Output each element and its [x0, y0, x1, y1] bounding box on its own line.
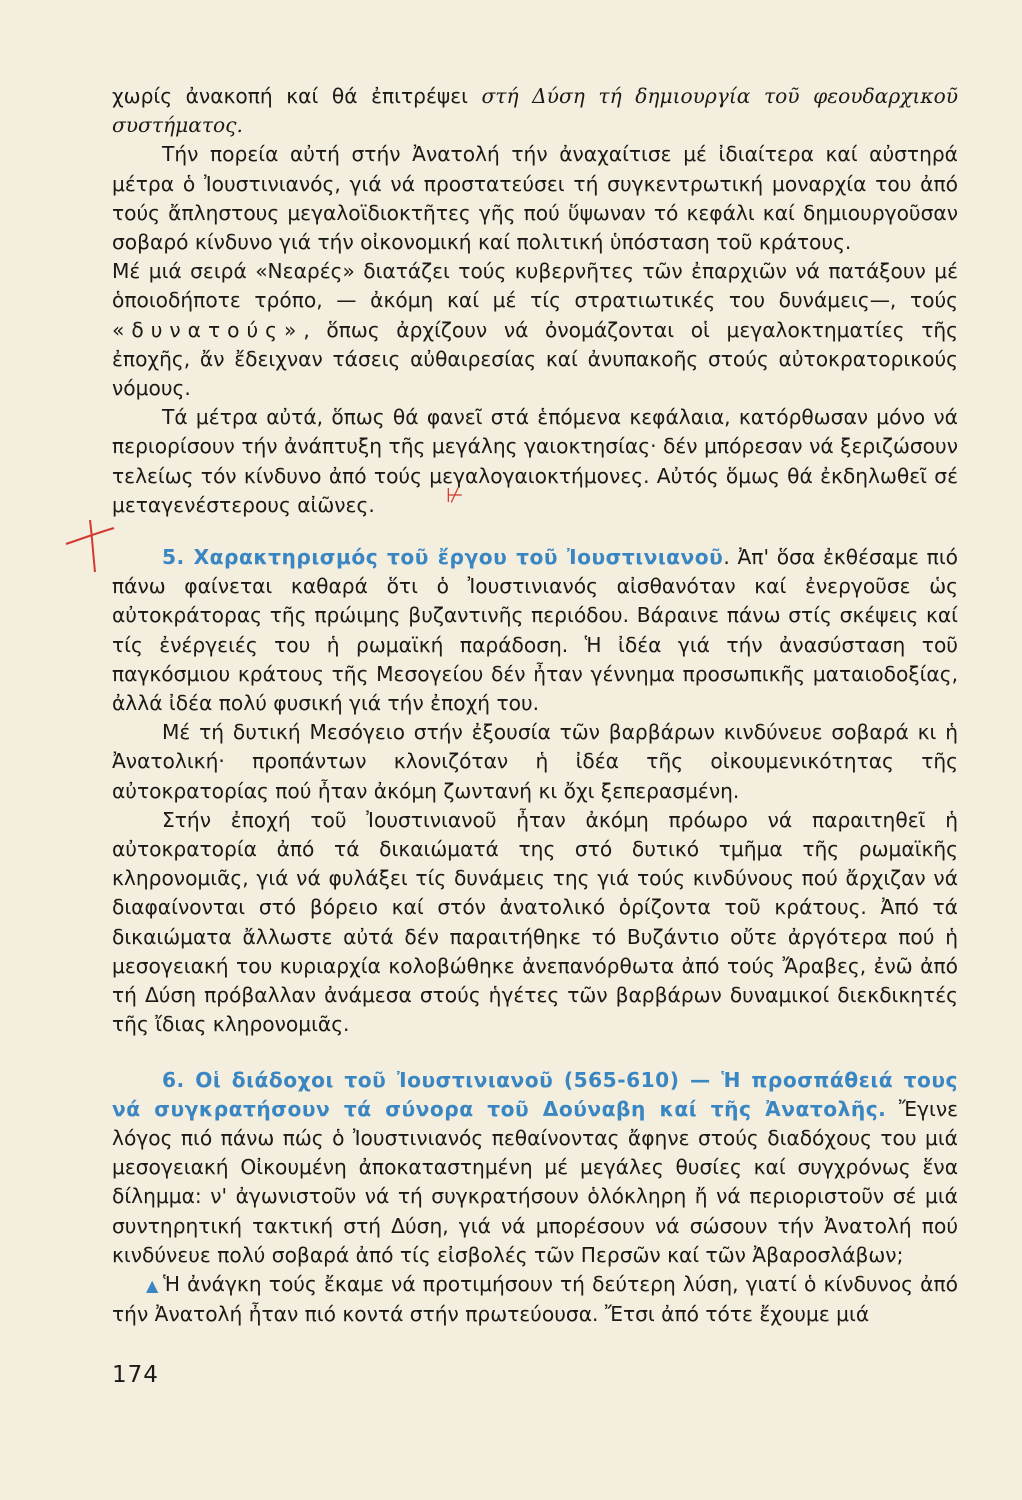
- paragraph-2: [112, 257, 958, 403]
- section-5-text: Ἀπ' ὅσα ἐκθέσαμε πιό πάνω φαίνεται καθαρά ὅτι ὁ Ἰουστινιανός αἰσθανόταν καί ἐνεργοῦσε ὡς αὐτοκράτορας τῆς πρώιμης βυζαντινῆς περιόδου. Βάραινε πάνω στίς σκέψεις καί τίς ἐνέργειές του ἡ ρωμαϊκή παράδοση. Ἡ ἰδέα γιά τήν ἀνασύσταση τοῦ παγκόσμιου κράτους τῆς Μεσογείου δέν ἦταν γέννημα προσωπικῆς ματαιοδοξίας, ἀλλά ἰδέα πολύ φυσική γιά τήν ἐποχή του.: [112, 545, 958, 716]
- section-5-paragraph-2: Μέ τή δυτική Μεσόγειο στήν ἐξουσία τῶν βαρβάρων κινδύνευε σοβαρά κι ἡ Ἀνατολική· προπάντων κλονιζόταν ἡ ἰδέα τῆς οἰκουμενικότητας τῆς αὐτοκρατορίας πού ἦταν ἀκόμη ζωντανή κι ὄχι ξεπερασμένη.: [112, 720, 958, 803]
- intro-italic: στή Δύση τή δημιουργία τοῦ φεουδαρχικοῦ συστήματος.: [112, 84, 958, 138]
- section-6-heading: 6. Οἱ διάδοχοι τοῦ Ἰουστινιανοῦ (565-610) — Ἡ προσπάθειά τους νά συγκρατήσουν τά σύνορα τοῦ Δούναβη καί τῆς Ἀνατολῆς.: [112, 1067, 958, 1121]
- paragraph-3: Τά μέτρα αὐτά, ὅπως θά φανεῖ στά ἑπόμενα κεφάλαια, κατόρθωσαν μόνο νά περιορίσουν τήν ἀνάπτυξη τῆς μεγάλης γαιοκτησίας· δέν μπόρεσαν νά ξεριζώσουν τελείως τόν κίνδυνο ἀπό τούς μεγαλογαιοκτήμονες. Αὐτός ὅμως θά ἐκδηλωθεῖ σέ μεταγενέστερους αἰῶνες.: [112, 405, 958, 517]
- section-5-heading: 5. Χαρακτηρισμός τοῦ ἔργου τοῦ Ἰουστινιανοῦ: [162, 545, 724, 570]
- paragraph-2-text-a: Μέ μιά σειρά «Νεαρές» διατάζει τούς κυβερνῆτες τῶν ἐπαρχιῶν νά πατάξουν μέ ὁποιοδήποτε τρόπο, — ἀκόμη καί μέ τίς στρατιωτικές του δυνάμεις—, τούς: [112, 259, 958, 313]
- cross-mark-icon: [62, 516, 122, 576]
- section-6: [112, 1066, 958, 1330]
- section-5-paragraph-3: Στήν ἐποχή τοῦ Ἰουστινιανοῦ ἦταν ἀκόμη πρόωρο νά παραιτηθεῖ ἡ αὐτοκρατορία ἀπό τά δικαιώματά της στό δυτικό τμῆμα τῆς ρωμαϊκῆς κληρονομιᾶς, γιά νά φυλάξει τίς δυνάμεις της γιά τούς κινδύνους πού ἄρχιζαν νά διαφαίνονται στό βόρειο καί στόν ἀνατολικό ὁρίζοντα τοῦ κράτους. Ἀπό τά δικαιώματα ἄλλωστε αὐτά δέν παραιτήθηκε τό Βυζάντιο οὔτε ἀργότερα πού ἡ μεσογειακή του κυριαρχία κολοβώθηκε ἀνεπανόρθωτα ἀπό τούς Ἄραβες, ἐνῶ ἀπό τή Δύση πρόβαλλαν ἀνάμεσα στούς ἡγέτες τῶν βαρβάρων δυναμικοί διεκδικητές τῆς ἴδιας κληρονομιᾶς.: [112, 807, 958, 1037]
- paragraph-2-spaced: «δυνατούς»: [112, 317, 304, 342]
- section-6-paragraph-2-text: Ἡ ἀνάγκη τούς ἔκαμε νά προτιμήσουν τή δεύτερη λύση, γιατί ὁ κίνδυνος ἀπό τήν Ἀνατολή ἦταν πιό κοντά στήν πρωτεύουσα. Ἔτσι ἀπό τότε ἔχουμε μιά: [112, 1271, 958, 1327]
- check-mark-icon: ⊬: [446, 483, 464, 507]
- triangle-marker-icon: ▲: [146, 1275, 160, 1295]
- page-number: 174: [112, 1362, 159, 1388]
- intro-text: χωρίς ἀνακοπή καί θά ἐπιτρέψει: [112, 84, 482, 108]
- section-6-paragraph-1: [112, 1066, 958, 1270]
- section-5: [112, 543, 958, 1039]
- section-5-paragraph-1: 5. Χαρακτηρισμός τοῦ ἔργου τοῦ Ἰουστινιανοῦ. Ἀπ' ὅσα ἐκθέσαμε πιό πάνω φαίνεται καθαρά ὅτι ὁ Ἰουστινιανός αἰσθανόταν καί ἐνεργοῦσε ὡς αὐτοκράτορας τῆς πρώιμης βυζαντινῆς περιόδου. Βάραινε πάνω στίς σκέψεις καί τίς ἐνέργειές του ἡ ρωμαϊκή παράδοση. Ἡ ἰδέα γιά τήν ἀνασύσταση τοῦ παγκόσμιου κράτους τῆς Μεσογείου δέν ἦταν γέννημα προσωπικῆς ματαιοδοξίας, ἀλλά ἰδέα πολύ φυσική γιά τήν ἐποχή του.: [112, 545, 958, 716]
- paragraph-2-text-b: , ὅπως ἀρχίζουν νά ὀνομάζονται οἱ μεγαλοκτηματίες τῆς ἐποχῆς, ἄν ἔδειχναν τάσεις αὐθαιρεσίας καί ἀνυπακοῆς στούς αὐτοκρατορικούς νόμους.: [112, 317, 958, 401]
- section-6-text: Ἔγινε λόγος πιό πάνω πώς ὁ Ἰουστινιανός πεθαίνοντας ἄφηνε στούς διαδόχους του μιά μεσογειακή Οἰκουμένη ἀποκαταστημένη μέ μεγάλες θυσίες καί συγχρόνως ἕνα δίλημμα: ν' ἀγωνιστοῦν νά τή συγκρατήσουν ὁλόκληρη ἤ νά περιοριστοῦν σέ μιά συντηρητική τακτική στή Δύση, γιά νά μπορέσουν νά σώσουν τήν Ἀνατολή πού κινδύνευε πολύ σοβαρά ἀπό τίς εἰσβολές τῶν Περσῶν καί τῶν Ἀβαροσλάβων;: [112, 1096, 959, 1267]
- paragraph-1: Τήν πορεία αὐτή στήν Ἀνατολή τήν ἀναχαίτισε μέ ἰδιαίτερα καί αὐστηρά μέτρα ὁ Ἰουστινιανός, γιά νά προστατεύσει τή συγκεντρωτική μοναρχία του ἀπό τούς ἄπληστους μεγαλοϊδιοκτῆτες γῆς πού ὕψωναν τό κεφάλι καί δημιουργοῦσαν σοβαρό κίνδυνο γιά τήν οἰκονομική καί πολιτική ὑπόσταση τοῦ κράτους.: [112, 142, 958, 255]
- page-body: [112, 82, 958, 1329]
- intro-paragraph: [112, 82, 958, 140]
- section-6-paragraph-2: [112, 1270, 958, 1329]
